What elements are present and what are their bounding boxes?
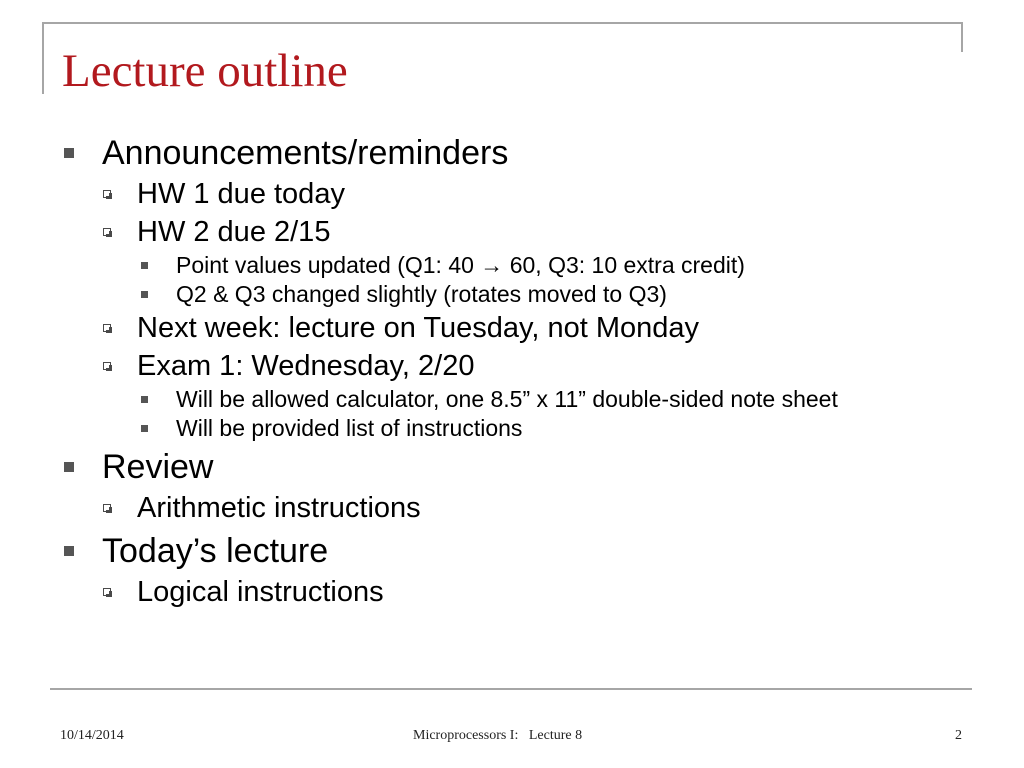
bullet-hw1 — [60, 176, 950, 212]
bullet-q2-q3 — [60, 281, 950, 308]
hollow-square-bullet-icon — [103, 228, 111, 236]
bullet-text: Q2 & Q3 changed slightly (rotates moved to Q3) — [176, 281, 667, 307]
bullet-text: Will be allowed calculator, one 8.5” x 11” double-sided note sheet — [176, 386, 838, 412]
bullet-text: HW 1 due today — [137, 178, 345, 210]
small-square-bullet-icon — [141, 396, 148, 403]
bullet-todays-lecture — [60, 530, 950, 572]
bullet-point-values — [60, 252, 950, 279]
bullet-announcements — [60, 132, 950, 174]
small-square-bullet-icon — [141, 291, 148, 298]
bullet-instructions-list — [60, 415, 950, 442]
square-bullet-icon — [64, 546, 74, 556]
square-bullet-icon — [64, 148, 74, 158]
hollow-square-bullet-icon — [103, 190, 111, 198]
hollow-square-bullet-icon — [103, 504, 111, 512]
footer-course-title: Microprocessors I: Lecture 8 — [413, 728, 583, 743]
hollow-square-bullet-icon — [103, 362, 111, 370]
frame-right-line — [961, 22, 963, 52]
bullet-logical — [60, 574, 950, 610]
hollow-square-bullet-icon — [103, 588, 111, 596]
bullet-hw2 — [60, 214, 950, 250]
bullet-next-week — [60, 310, 950, 346]
footer-page-number: 2 — [955, 728, 962, 743]
slide-title: Lecture outline — [62, 45, 348, 97]
small-square-bullet-icon — [141, 425, 148, 432]
small-square-bullet-icon — [141, 262, 148, 269]
bullet-text: Today’s lecture — [102, 532, 329, 570]
bullet-arithmetic — [60, 490, 950, 526]
bullet-text: HW 2 due 2/15 — [137, 216, 331, 248]
bullet-text: Exam 1: Wednesday, 2/20 — [137, 350, 475, 382]
square-bullet-icon — [64, 462, 74, 472]
bullet-calculator — [60, 386, 950, 413]
hollow-square-bullet-icon — [103, 324, 111, 332]
bullet-text: Review — [102, 448, 214, 486]
bullet-text: Next week: lecture on Tuesday, not Monday — [137, 312, 700, 344]
footer-divider — [50, 688, 972, 690]
bullet-text: Logical instructions — [137, 576, 384, 608]
bullet-exam1 — [60, 348, 950, 384]
slide-content — [60, 128, 950, 610]
bullet-text: Announcements/reminders — [102, 134, 509, 172]
footer-date: 10/14/2014 — [60, 728, 124, 743]
bullet-text: Will be provided list of instructions — [176, 415, 523, 441]
bullet-text: Point values updated (Q1: 40 → 60, Q3: 10 extra credit) — [176, 252, 745, 278]
bullet-review — [60, 446, 950, 488]
bullet-text: Arithmetic instructions — [137, 492, 421, 524]
frame-left-line — [42, 22, 44, 94]
frame-top-line — [42, 22, 963, 24]
